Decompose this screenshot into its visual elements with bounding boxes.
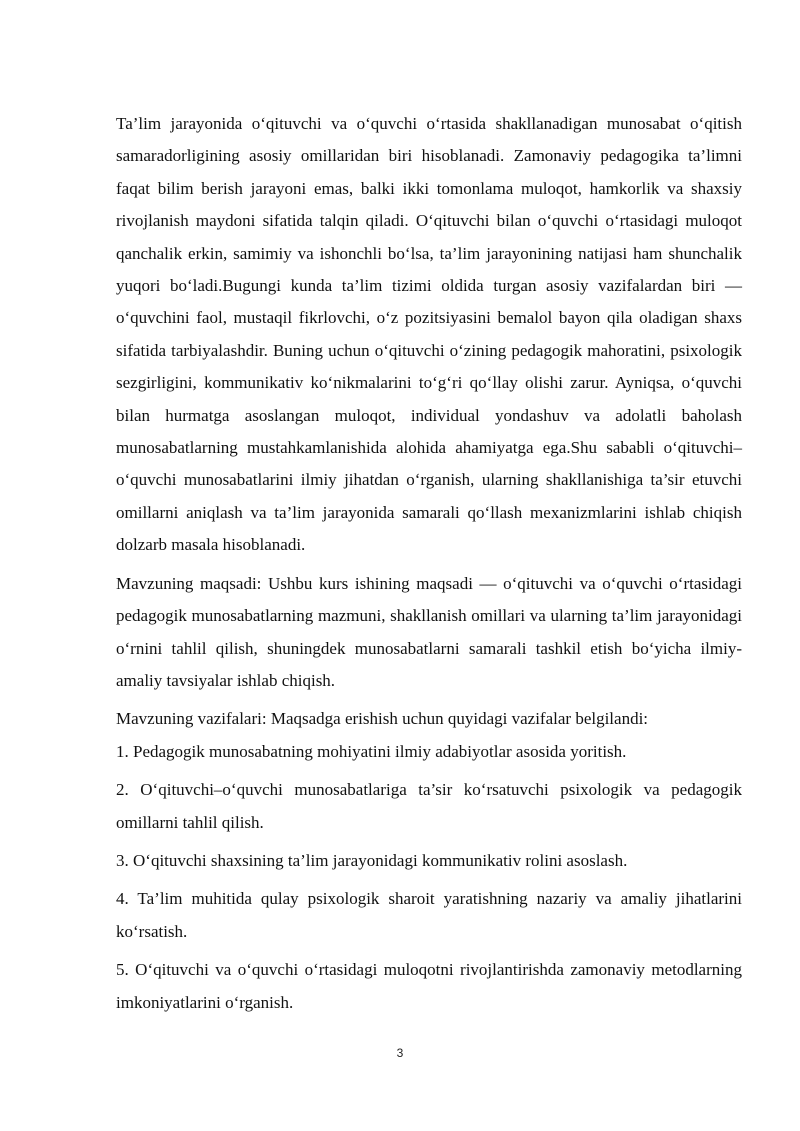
intro-paragraph: Ta’lim jarayonida o‘qituvchi va o‘quvchi o‘rtasida shakllanadigan munosabat o‘qitish samaradorligining asosiy omillaridan biri hisoblanadi. Zamonaviy pedagogika ta’limni faqat bilim berish jarayoni emas, balki ikki tomonlama muloqot, hamkorlik va shaxsiy rivojlanish maydoni sifatida talqin qiladi. O‘qituvchi bilan o‘quvchi o‘rtasidagi muloqot qanchalik erkin, samimiy va ishonchli bo‘lsa, ta’lim jarayonining natijasi ham shunchalik yuqori bo‘ladi.Bugungi kunda ta’lim tizimi oldida turgan asosiy vazifalardan biri — o‘quvchini faol, mustaqil fikrlovchi, o‘z pozitsiyasini bemalol bayon qila oladigan shaxs sifatida tarbiyalashdir. Buning uchun o‘qituvchi o‘zining pedagogik mahoratini, psixologik sezgirligini, kommunikativ ko‘nikmalarini to‘g‘ri qo‘llay olishi zarur. Ayniqsa, o‘quvchi bilan hurmatga asoslangan muloqot, individual yondashuv va adolatli baholash munosabatlarning mustahkamlanishida alohida ahamiyatga ega.Shu sababli o‘qituvchi–o‘quvchi munosabatlarini ilmiy jihatdan o‘rganish, ularning shakllanishiga ta’sir etuvchi omillarni aniqlash va ta’lim jarayonida samarali qo‘llash mexanizmlarini ishlab chiqish dolzarb masala hisoblanadi.	[116, 114, 742, 555]
page-number: 3	[396, 1046, 404, 1060]
task-item-1: 1. Pedagogik munosabatning mohiyatini ilmiy adabiyotlar asosida yoritish.	[116, 741, 627, 761]
task-item-2: 2. O‘qituvchi–o‘quvchi munosabatlariga ta’sir ko‘rsatuvchi psixologik va pedagogik omillarni tahlil qilish.	[116, 780, 742, 832]
body-text	[116, 108, 742, 1019]
task-item-3: 3. O‘qituvchi shaxsining ta’lim jarayonidagi kommunikativ rolini asoslash.	[116, 850, 628, 870]
tasks-heading: Mavzuning vazifalari: Maqsadga erishish uchun quyidagi vazifalar belgilandi:	[116, 709, 649, 729]
goal-paragraph: Mavzuning maqsadi: Ushbu kurs ishining maqsadi — o‘qituvchi va o‘quvchi o‘rtasidagi pedagogik munosabatlarning mazmuni, shakllanish omillari va ularning ta’lim jarayonidagi o‘rnini tahlil qilish, shuningdek munosabatlarni samarali tashkil etish bo‘yicha ilmiy-amaliy tavsiyalar ishlab chiqish.	[116, 573, 742, 690]
task-item-5: 5. O‘qituvchi va o‘quvchi o‘rtasidagi muloqotni rivojlantirishda zamonaviy metodlarning imkoniyatlarini o‘rganish.	[116, 960, 742, 1012]
task-item-4: 4. Ta’lim muhitida qulay psixologik sharoit yaratishning nazariy va amaliy jihatlarini ko‘rsatish.	[116, 889, 742, 941]
